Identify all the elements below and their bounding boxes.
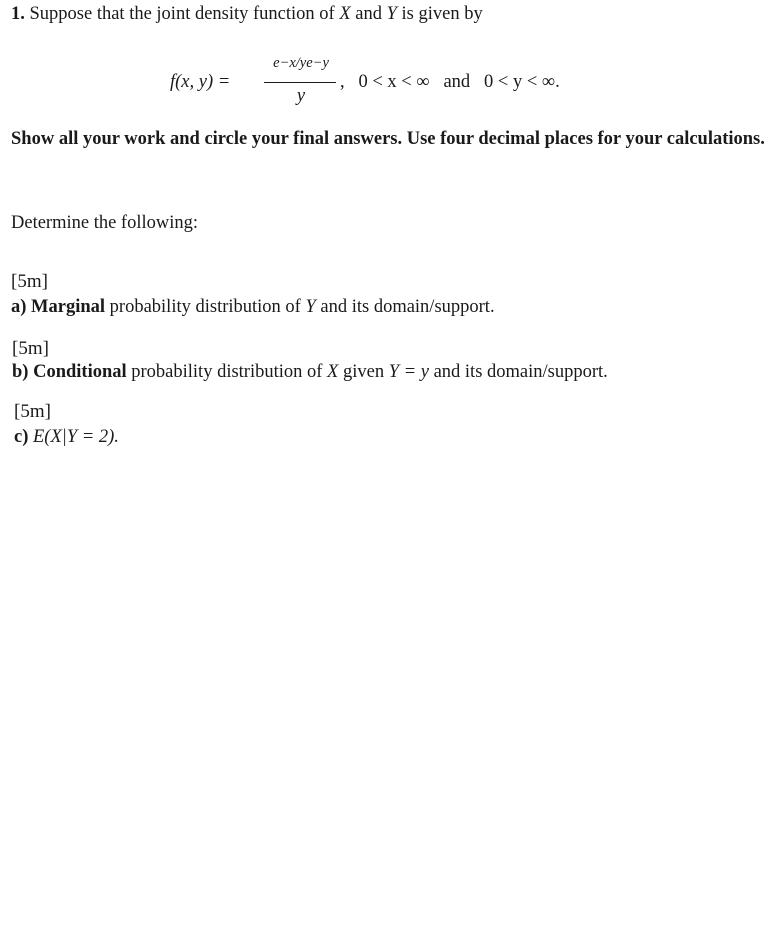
part-b-marks: [5m] xyxy=(12,338,49,359)
var-y: Y xyxy=(386,4,397,24)
question-intro xyxy=(11,3,483,25)
part-b-keyword: Conditional xyxy=(33,362,127,382)
fraction-bar xyxy=(264,82,336,83)
intro-text: Suppose that the joint density function of xyxy=(29,4,335,24)
instructions: Show all your work and circle your final answers. Use four decimal places for your calculations. xyxy=(11,129,765,149)
part-a xyxy=(11,296,495,318)
question-number: 1. xyxy=(11,4,25,24)
part-b-text-1: probability distribution of xyxy=(131,362,323,382)
equation-domain: , 0 < x < ∞ and 0 < y < ∞. xyxy=(340,72,560,92)
var-x: X xyxy=(339,4,351,24)
equation-fraction xyxy=(262,55,340,115)
determine-heading: Determine the following: xyxy=(11,213,199,233)
part-b-text-2: given xyxy=(342,362,385,382)
joint-density-equation xyxy=(170,55,630,115)
domain-y: 0 < y < ∞. xyxy=(484,72,560,92)
domain-and: and xyxy=(443,72,471,92)
part-b-label: b) xyxy=(12,362,29,382)
intro-and: and xyxy=(355,4,382,24)
part-b-var: X xyxy=(327,362,339,382)
part-b-text-3: and its domain/support. xyxy=(433,362,608,382)
part-a-text-1: probability distribution of xyxy=(109,297,301,317)
equation-numerator: e−x/ye−y xyxy=(273,55,329,71)
part-a-var: Y xyxy=(305,297,316,317)
part-a-marks: [5m] xyxy=(11,271,48,292)
part-c-marks: [5m] xyxy=(14,401,51,422)
intro-end: is given by xyxy=(401,4,483,24)
part-c-expression: E(X|Y = 2). xyxy=(33,427,119,447)
part-c xyxy=(14,426,119,448)
equation-denominator: y xyxy=(296,86,306,106)
domain-x: 0 < x < ∞ xyxy=(358,72,430,92)
part-a-keyword: Marginal xyxy=(31,297,106,317)
part-a-text-2: and its domain/support. xyxy=(320,297,495,317)
part-b-condition: Y = y xyxy=(388,362,429,382)
equation-lhs: f(x, y) = xyxy=(170,72,231,92)
part-b xyxy=(12,361,608,383)
part-a-label: a) xyxy=(11,297,27,317)
part-c-label: c) xyxy=(14,427,29,447)
